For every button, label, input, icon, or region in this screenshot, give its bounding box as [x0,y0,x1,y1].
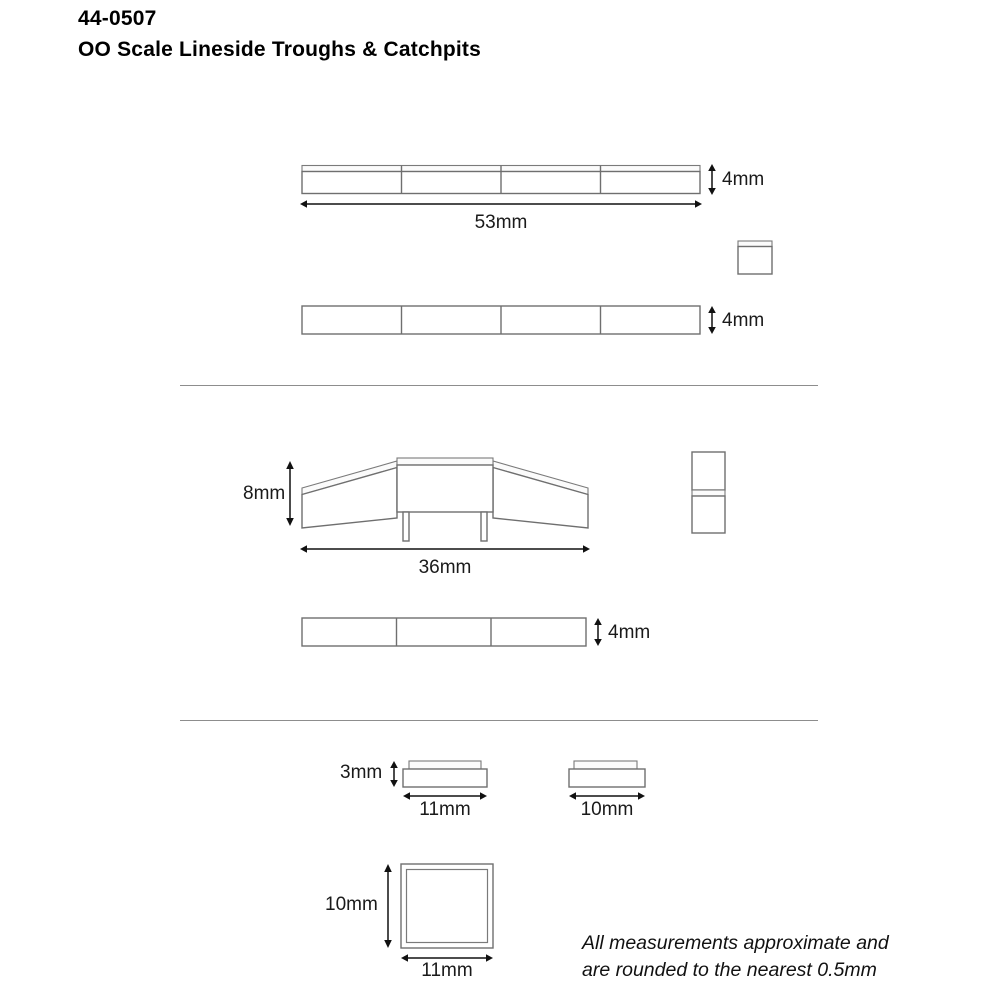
label-pit-height: 10mm [325,894,378,915]
long-trough-4-segment-open [302,306,700,334]
label-lid-height: 3mm [340,762,383,783]
page-title: OO Scale Lineside Troughs & Catchpits [78,38,481,61]
dimension-trough1-length [300,200,702,208]
dimension-pit-height [384,864,392,948]
trough-end-square [738,241,772,274]
part-number: 44-0507 [78,7,157,30]
label-trough2-height: 4mm [722,310,765,331]
angled-trough-assembly [302,458,588,541]
long-trough-4-segment-with-lid [302,166,700,194]
label-arch-height: 8mm [243,483,286,504]
label-pit-width: 11mm [421,960,473,981]
dimension-arch-length [300,545,590,553]
label-lid-large-width: 11mm [419,799,471,820]
label-trough3-height: 4mm [608,622,651,643]
dimension-lid-height [390,761,398,787]
label-lid-small-width: 10mm [580,799,634,820]
label-trough1-height: 4mm [722,169,765,190]
label-arch-length: 36mm [418,557,472,578]
catchpit-lid-large [403,761,487,787]
dimension-arch-height [286,461,294,526]
footer-note: All measurements approximate and are rounded to the nearest 0.5mm [582,932,889,981]
dimension-trough2-height [708,306,716,334]
dimension-trough1-height [708,164,716,195]
trough-side-panel [692,452,725,533]
catchpit-lid-small [569,761,645,787]
label-trough1-length: 53mm [474,212,528,233]
dimension-trough3-height [594,618,602,646]
short-trough-3-segment [302,618,586,646]
catchpit-square-plan [401,864,493,948]
